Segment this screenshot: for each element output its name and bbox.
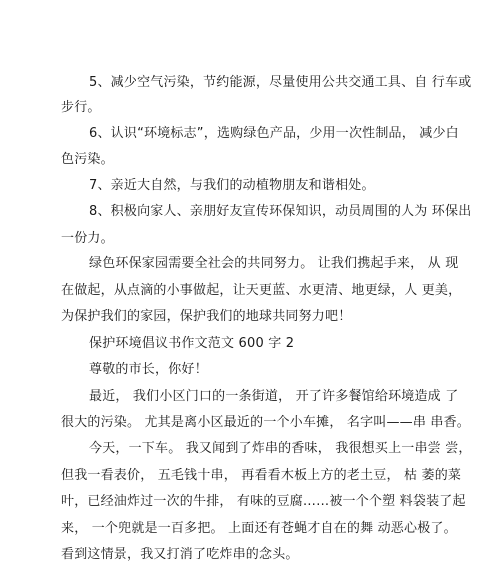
text-line-12: 尊敬的市长，你好！ — [89, 362, 208, 377]
text-line-5: 7、亲近大自然，与我们的动植物朋友和谐相处。 — [89, 178, 375, 193]
text-line-14: 很大的污染。 尤其是离小区最近的一个小车摊， 名字叫——串 串香。 — [61, 415, 470, 430]
text-line-17: 叶，已经油炸过一次的牛排， 有味的豆腐……被一个个塑 料袋装了起 — [61, 494, 466, 509]
text-line-4: 色污染。 — [61, 152, 114, 167]
text-line-11: 保护环境倡议书作文范文 600 字 2 — [89, 336, 295, 351]
text-line-10: 为保护我们的家园，保护我们的地球共同努力吧！ — [61, 309, 352, 324]
text-line-1: 5、减少空气污染，节约能源，尽量使用公共交通工具、自 行车或 — [89, 75, 472, 90]
text-line-8: 绿色环保家园需要全社会的共同努力。 让我们携起手来， 从 现 — [89, 256, 459, 271]
text-line-6: 8、积极向家人、亲朋好友宣传环保知识，动员周围的人为 环保出 — [89, 204, 472, 219]
text-line-15: 今天，一下车。 我又闻到了炸串的香味， 我很想买上一串尝 尝， — [89, 441, 472, 456]
text-line-2: 步行。 — [61, 100, 101, 115]
text-line-13: 最近， 我们小区门口的一条街道， 开了许多餐馆给环境造成 了 — [89, 389, 459, 404]
text-line-3: 6、认识“环境标志”，选购绿色产品，少用一次性制品， 减少白 — [89, 126, 459, 141]
text-line-19: 看到这情景，我又打消了吃炸串的念头。 — [61, 547, 299, 562]
text-line-16: 但我一看表价， 五毛钱十串， 再看看木板上方的老土豆， 枯 萎的菜 — [61, 468, 462, 483]
text-line-9: 在做起，从点滴的小事做起，让天更蓝、水更清、地更绿，人 更美， — [61, 283, 462, 298]
text-line-18: 来， 一个兜就是一百多把。 上面还有苍蝇才自在的舞 动恶心极了。 — [61, 521, 457, 536]
text-line-7: 一份力。 — [61, 231, 114, 246]
